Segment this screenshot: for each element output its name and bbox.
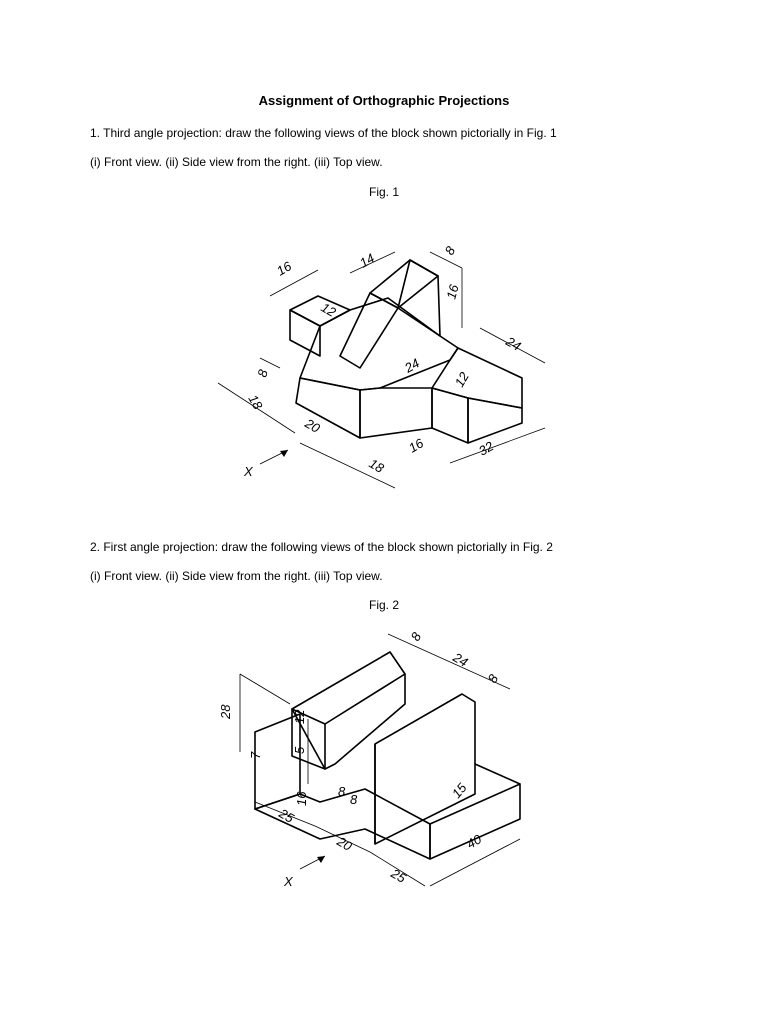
- fig2-caption: Fig. 2: [368, 598, 399, 612]
- fig2-dim-label: 8: [350, 792, 358, 807]
- fig2-dim-label: 7: [248, 751, 263, 759]
- fig2-dim-label: 28: [218, 704, 233, 719]
- fig2-dim-line: [240, 674, 290, 704]
- fig2-dim-label: 15: [448, 780, 470, 801]
- figure-1: [200, 238, 566, 496]
- fig1-dim-label: 20: [302, 415, 323, 436]
- fig1-dim-line: [260, 358, 280, 368]
- fig2-v-edge: [325, 674, 405, 724]
- fig1-dim-line: [270, 270, 318, 296]
- q1-heading: 1. Third angle projection: draw the following views of the block shown pictorially in Fig. 1: [90, 126, 557, 140]
- fig2-dim-label: 8: [338, 784, 346, 799]
- q2-views: (i) Front view. (ii) Side view from the right. (iii) Top view.: [90, 569, 383, 583]
- figure-2-drawing: [200, 624, 566, 906]
- fig1-dim-label: 16: [274, 258, 295, 279]
- fig2-dim-label: 8: [407, 629, 425, 644]
- fig1-dim-line: [450, 428, 545, 463]
- fig1-dim-label: 14: [357, 250, 378, 271]
- fig1-dim-label: 16: [406, 435, 427, 456]
- q1-views: (i) Front view. (ii) Side view from the right. (iii) Top view.: [90, 155, 383, 169]
- figure-2: [200, 624, 566, 906]
- fig2-dim-label: 24: [450, 649, 471, 670]
- fig2-dim-label: 40: [464, 831, 485, 852]
- fig2-dim-label: 16: [294, 791, 309, 806]
- fig1-caption: Fig. 1: [368, 185, 399, 199]
- fig1-dim-label: 24: [503, 333, 524, 354]
- fig1-dim-label: 8: [441, 243, 459, 258]
- fig1-dim-label: 12: [451, 369, 472, 390]
- fig2-direction-label: X: [284, 874, 293, 889]
- fig1-dim-label: 8: [254, 367, 271, 379]
- fig1-incline-side: [398, 260, 440, 336]
- fig1-dim-line: [430, 252, 462, 268]
- page-title: Assignment of Orthographic Projections: [258, 93, 510, 108]
- fig1-dim-label: 12: [318, 299, 339, 320]
- fig1-left-front-face: [290, 310, 320, 356]
- fig1-front-step-face: [360, 388, 432, 438]
- fig2-step-edge: [475, 764, 520, 784]
- fig2-dim-label: 20: [334, 833, 355, 854]
- fig1-dim-label: 16: [443, 282, 462, 301]
- q2-heading: 2. First angle projection: draw the following views of the block shown pictorially in Fig. 2: [90, 540, 553, 554]
- fig1-dim-label: 32: [476, 438, 497, 459]
- fig1-dim-label: 24: [402, 355, 423, 376]
- fig1-dim-label: 18: [245, 392, 266, 413]
- fig1-right-front-face: [468, 398, 522, 443]
- fig2-dim-label: 12: [292, 709, 307, 724]
- fig1-direction-label: X: [244, 464, 253, 479]
- fig2-v-block: [292, 652, 405, 769]
- fig1-dim-label: 18: [366, 455, 387, 476]
- fig2-dim-label: 25: [276, 805, 297, 826]
- fig2-dim-label: 5: [292, 746, 307, 754]
- fig2-dim-label: 8: [484, 671, 502, 686]
- figure-1-drawing: [200, 238, 566, 496]
- fig2-dim-label: 25: [388, 865, 409, 886]
